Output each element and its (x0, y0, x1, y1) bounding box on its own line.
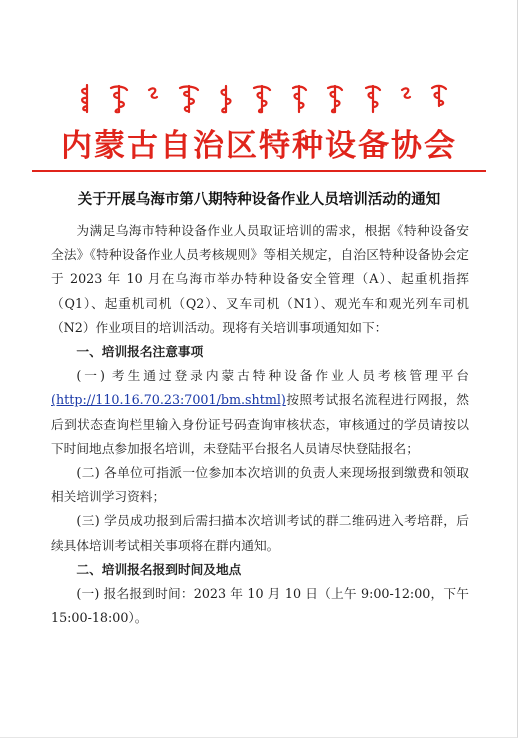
list-item: (二) 各单位可指派一位参加本次培训的负责人来现场报到缴费和领取相关培训学习资料； (51, 465, 469, 505)
mongolian-word (78, 84, 92, 114)
mongolian-word (289, 84, 309, 114)
section-heading: 一、培训报名注意事项 (76, 344, 204, 360)
document-title: 关于开展乌海市第八期特种设备作业人员培训活动的通知 (77, 192, 441, 208)
list-item: (三) 学员成功报到后需扫描本次培训考试的群二维码进入考培群，后续具体培训考试相关事项将在群内通知。 (51, 513, 469, 553)
mongolian-script-header (78, 84, 450, 114)
mongolian-word (217, 84, 235, 114)
mongolian-word (428, 84, 450, 114)
mongolian-word (176, 84, 202, 114)
section-heading: 二、培训报名报到时间及地点 (76, 561, 242, 577)
list-item (51, 364, 469, 461)
item-text: 按照考试报名流程进行网报，然后到状态查询栏里输入身份证号码查询审核状态，审核通过的学员请按以下时间地点参加报名培训，未登陆平台报名人员请尽快登陆报名； (51, 392, 469, 456)
document-body (51, 219, 469, 630)
mongolian-word (146, 84, 160, 114)
intro-paragraph: 为满足乌海市特种设备作业人员取证培训的需求，根据《特种设备安全法》《特种设备作业人员考核规则》等相关规定，自治区特种设备协会定于 2023 年 10 月在乌海市举办特种设备安全管理（A）、起重机指挥（Q1）、起重机司机（Q2）、叉车司机（N1）、观光车和观光列车司机（N2）作业项目的培训活动。现将有关培训事项通知如下： (51, 223, 469, 335)
list-item: (一) 报名报到时间：2023 年 10 月 10 日（上午 9:00-12:00，下午 15:00-18:00）。 (51, 586, 469, 626)
registration-link[interactable]: (http://110.16.70.23:7001/bm.shtml) (51, 392, 286, 408)
organization-name: 内蒙古自治区特种设备协会 (61, 128, 457, 164)
mongolian-word (399, 84, 413, 114)
mongolian-word (362, 84, 384, 114)
mongolian-word (250, 84, 274, 114)
mongolian-word (107, 84, 131, 114)
header-divider (32, 170, 486, 172)
mongolian-word (324, 84, 346, 114)
item-text: (一) 考生通过登录内蒙古特种设备作业人员考核管理平台 (76, 368, 469, 384)
